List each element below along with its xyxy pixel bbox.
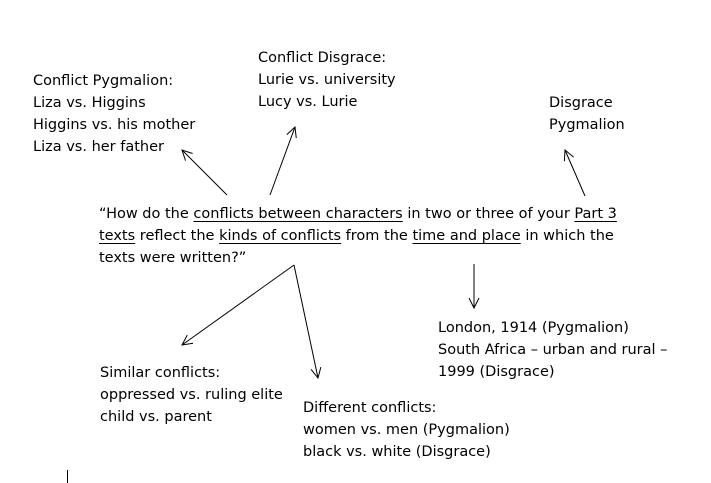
similar-conflict-item: oppressed vs. ruling elite bbox=[100, 387, 283, 403]
arrow-to-different-conflicts bbox=[294, 265, 318, 378]
different-conflict-item: black vs. white (Disgrace) bbox=[303, 444, 491, 460]
arrow-to-texts-list bbox=[565, 150, 585, 196]
underlined-term: texts bbox=[99, 228, 136, 244]
central-question bbox=[99, 203, 617, 269]
texts-list-block bbox=[549, 92, 625, 136]
texts-list-item: Pygmalion bbox=[549, 117, 625, 133]
disgrace-conflict-item: Lurie vs. university bbox=[258, 72, 396, 88]
texts-list-item: Disgrace bbox=[549, 95, 613, 111]
disgrace-conflicts-heading: Conflict Disgrace: bbox=[258, 50, 387, 66]
disgrace-conflicts-block bbox=[258, 47, 396, 113]
different-conflict-item: women vs. men (Pygmalion) bbox=[303, 422, 510, 438]
pygmalion-conflict-item: Liza vs. her father bbox=[33, 139, 164, 155]
question-line-1: “How do the conflicts between characters in two or three of your Part 3 bbox=[99, 206, 617, 222]
arrow-to-disgrace-conflicts bbox=[270, 127, 295, 195]
disgrace-conflict-item: Lucy vs. Lurie bbox=[258, 94, 358, 110]
underlined-term: conflicts between characters bbox=[193, 206, 403, 222]
pygmalion-conflict-item: Higgins vs. his mother bbox=[33, 117, 196, 133]
text-cursor bbox=[67, 470, 68, 483]
context-item: South Africa – urban and rural – bbox=[438, 342, 668, 358]
arrow-to-similar-conflicts bbox=[182, 265, 294, 345]
context-item: 1999 (Disgrace) bbox=[438, 364, 555, 380]
question-line-3: texts were written?” bbox=[99, 250, 247, 266]
underlined-term: kinds of conflicts bbox=[219, 228, 342, 244]
underlined-term: Part 3 bbox=[574, 206, 617, 222]
different-conflicts-heading: Different conflicts: bbox=[303, 400, 437, 416]
similar-conflicts-heading: Similar conflicts: bbox=[100, 365, 221, 381]
pygmalion-conflicts-block bbox=[33, 70, 195, 158]
pygmalion-conflicts-heading: Conflict Pygmalion: bbox=[33, 73, 174, 89]
similar-conflicts-block bbox=[100, 362, 283, 428]
question-line-2: texts reflect the kinds of conflicts from the time and place in which the bbox=[99, 228, 614, 244]
underlined-term: time and place bbox=[412, 228, 521, 244]
context-block bbox=[438, 317, 667, 383]
similar-conflict-item: child vs. parent bbox=[100, 409, 212, 425]
context-item: London, 1914 (Pygmalion) bbox=[438, 320, 629, 336]
different-conflicts-block bbox=[303, 397, 510, 463]
pygmalion-conflict-item: Liza vs. Higgins bbox=[33, 95, 146, 111]
